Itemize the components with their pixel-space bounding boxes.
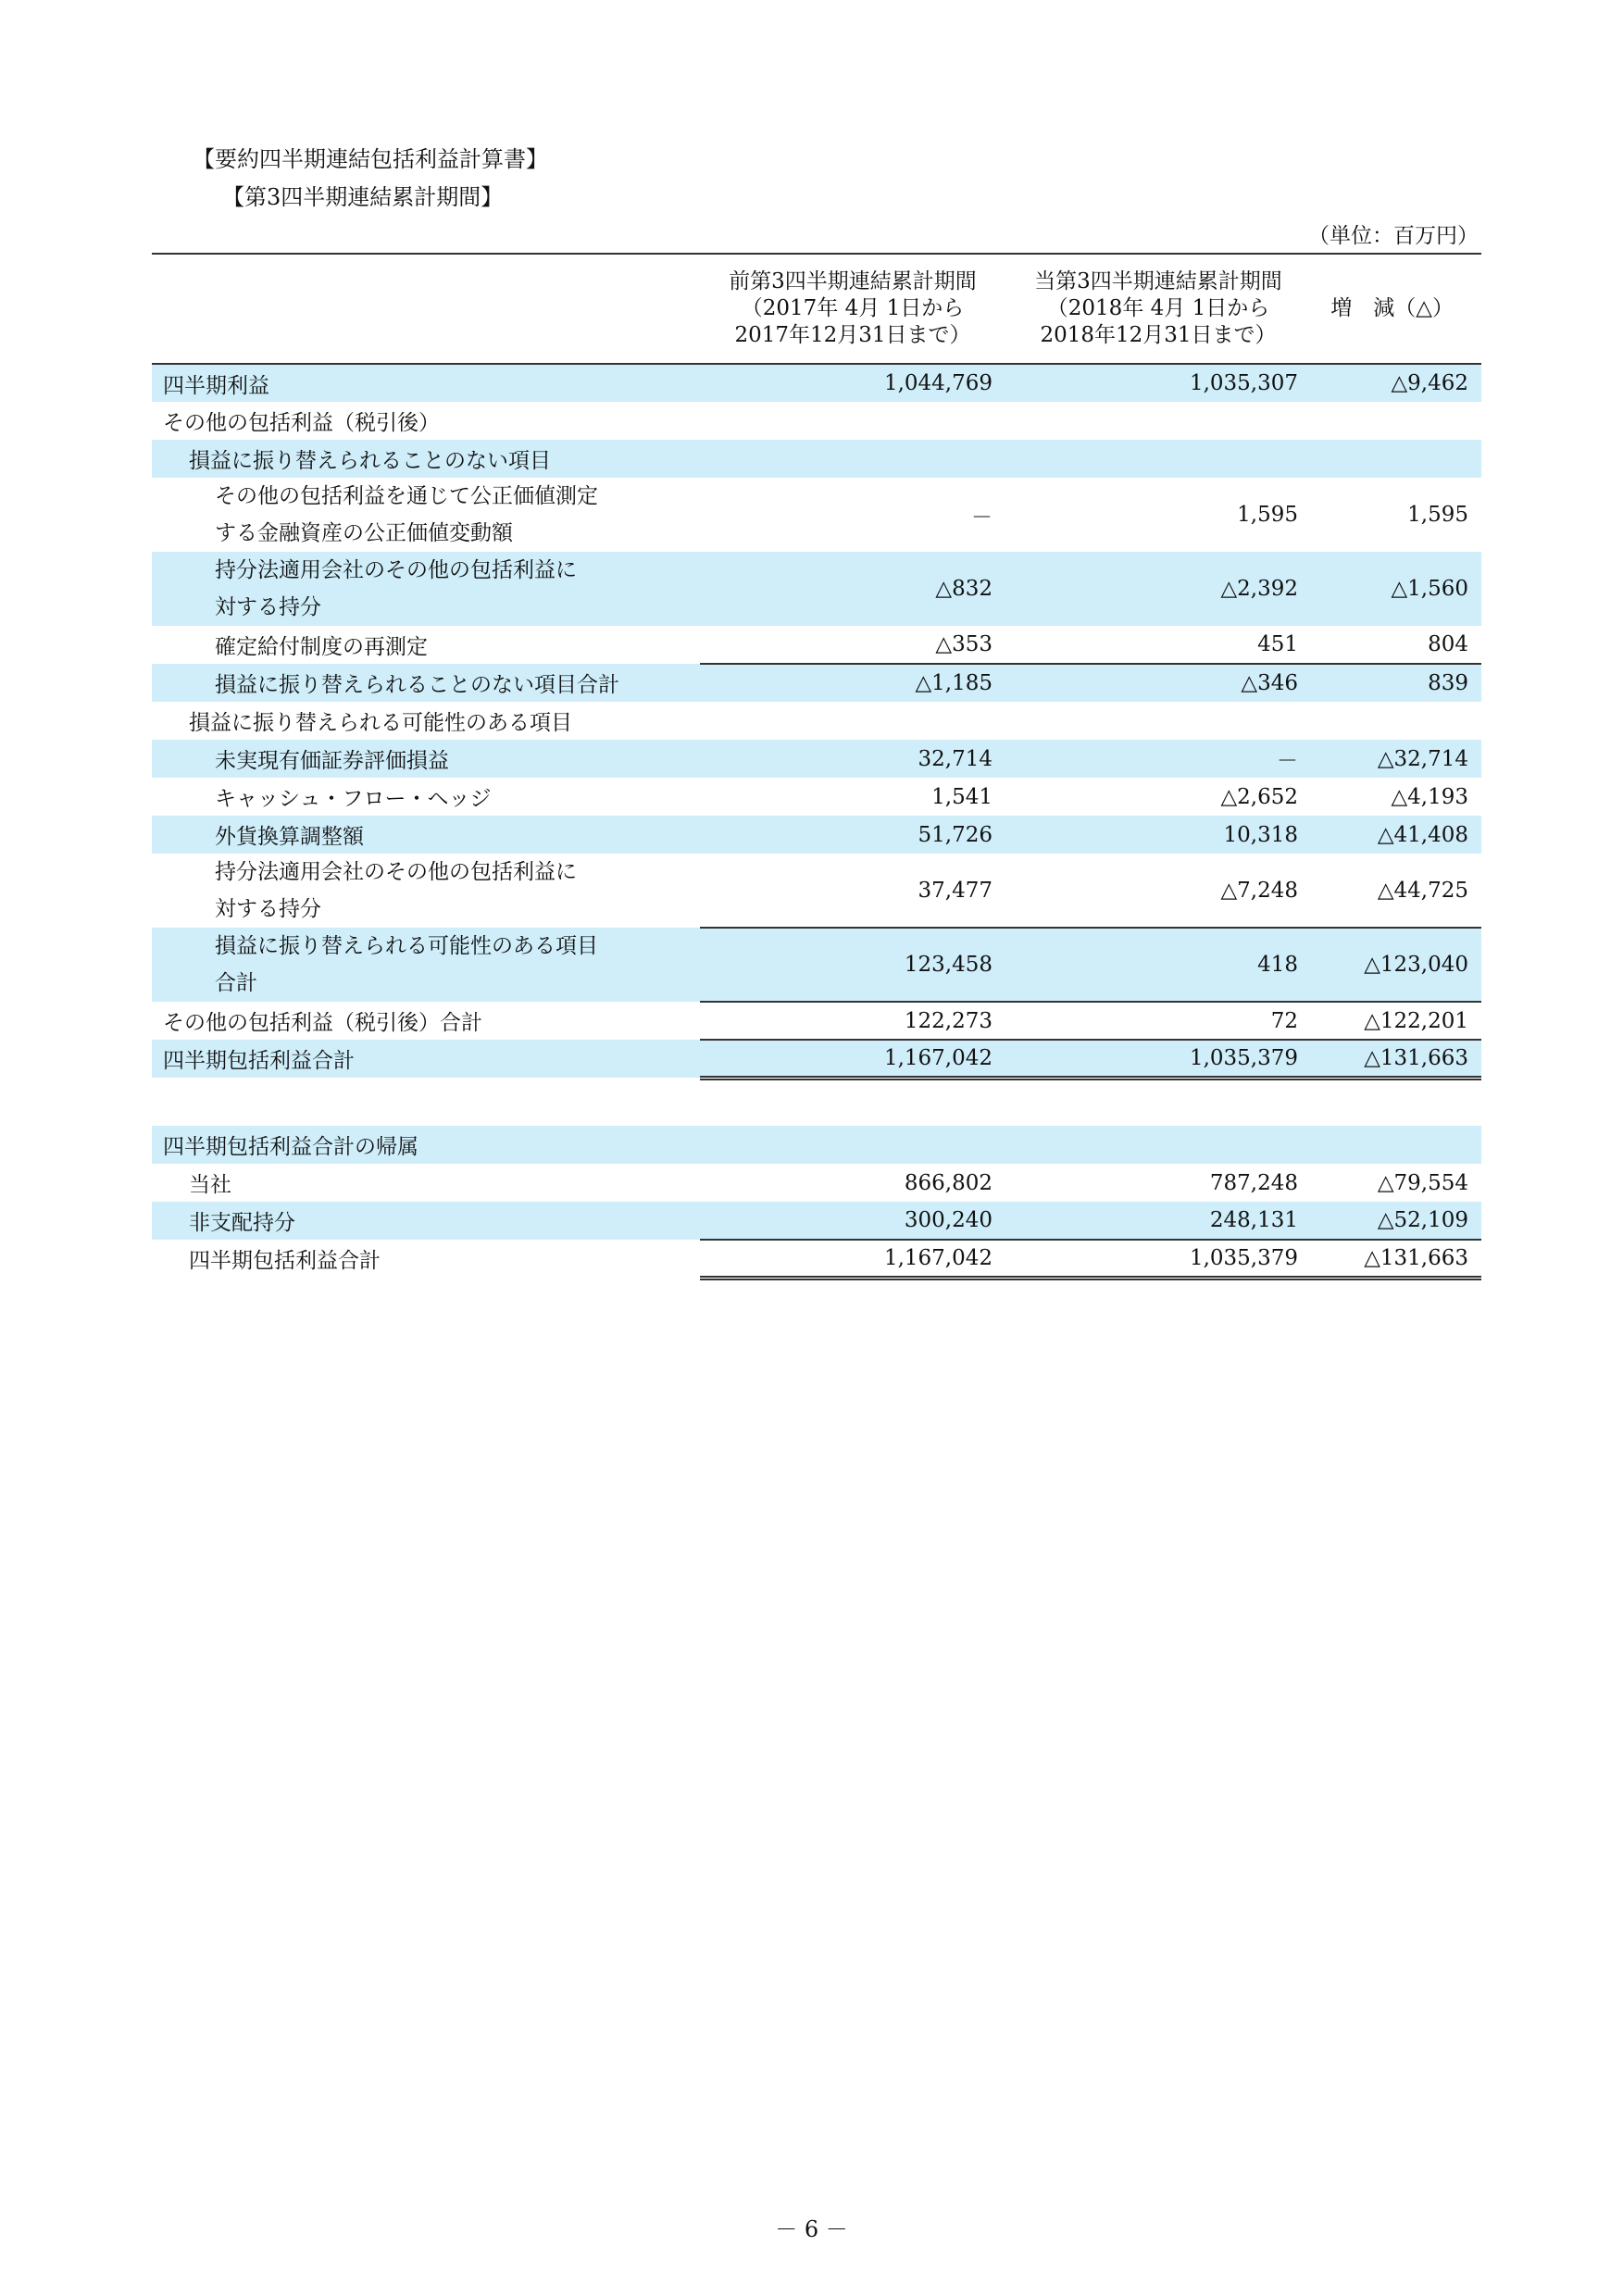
prior-value: 51,726 [700,816,1005,854]
current-value [1005,402,1311,440]
row-label: 当社 [189,1173,231,1197]
table-row [152,854,1481,928]
prior-value: 1,044,769 [700,364,1005,402]
header-current-line: 当第3四半期連結累計期間 [1034,269,1282,293]
row-label: その他の包括利益（税引後） [163,411,440,435]
table-row [152,816,1481,854]
row-label [152,478,700,552]
subtotal-row [152,664,1481,702]
row-label: 四半期包括利益合計 [189,1249,381,1273]
period-subtitle: 【第3四半期連結累計期間】 [222,184,504,210]
prior-value: 123,458 [700,928,1005,1002]
current-value [1005,1126,1311,1164]
row-label: 四半期包括利益合計の帰属 [152,1126,700,1164]
change-value: 839 [1311,664,1481,702]
row-label-line: その他の包括利益を通じて公正価値測定 [215,484,598,508]
row-label: 四半期包括利益合計 [152,1040,700,1078]
change-value: △44,725 [1377,878,1468,903]
current-value: 787,248 [1209,1170,1298,1195]
change-value: △79,554 [1377,1170,1468,1195]
header-current-period [1005,254,1311,364]
header-prior-line: 2017年12月31日まで） [734,323,971,347]
current-value [1005,702,1311,740]
header-prior-line: （2017年 4月 1日から [741,296,965,320]
table-row [152,702,1481,740]
change-value: △123,040 [1311,928,1481,1002]
current-value: 10,318 [1005,816,1311,854]
table-row [152,402,1481,440]
row-label: 確定給付制度の再測定 [215,635,428,659]
row-label: 外貨換算調整額 [152,816,700,854]
header-prior-period [700,254,1005,364]
current-value: 248,131 [1005,1202,1311,1240]
current-value: 1,035,379 [1005,1240,1311,1278]
prior-value [700,1126,1005,1164]
header-prior-line: 前第3四半期連結累計期間 [729,269,977,293]
total-row [152,1240,1481,1278]
change-value: △32,714 [1311,740,1481,778]
table-row [152,1164,1481,1202]
header-label-column [152,254,700,364]
change-value: △131,663 [1311,1040,1481,1078]
table-row [152,364,1481,402]
change-value: △41,408 [1311,816,1481,854]
subtotal-row [152,1002,1481,1040]
change-value [1311,402,1481,440]
table-row [152,552,1481,626]
comprehensive-income-table [152,253,1481,1080]
prior-value: 1,167,042 [700,1040,1005,1078]
current-value: △7,248 [1220,878,1298,903]
prior-value: 32,714 [700,740,1005,778]
prior-value [700,702,1005,740]
table-row [152,740,1481,778]
statement-title: 【要約四半期連結包括利益計算書】 [193,146,548,172]
row-label: 損益に振り替えられることのない項目合計 [152,664,700,702]
table-row [152,626,1481,664]
current-value: 72 [1005,1002,1311,1040]
attribution-table [152,1126,1481,1280]
current-value: 418 [1005,928,1311,1002]
row-label-line: 損益に振り替えられる可能性のある項目 [215,934,598,958]
table-row [152,478,1481,552]
row-label: 四半期利益 [152,364,700,402]
prior-value: 1,541 [931,784,993,809]
page-number: － 6 － [775,2216,848,2242]
prior-value: 866,802 [904,1170,993,1195]
table-row [152,440,1481,478]
table-header-row [152,254,1481,364]
prior-value: 122,273 [700,1002,1005,1040]
current-value: 1,595 [1237,503,1298,527]
change-value: △122,201 [1311,1002,1481,1040]
current-value: △2,392 [1005,552,1311,626]
header-current-line: 2018年12月31日まで） [1040,323,1277,347]
prior-value: － [971,505,993,530]
prior-value: 37,477 [918,878,993,903]
row-label-line: 対する持分 [215,897,321,921]
row-label: その他の包括利益（税引後）合計 [163,1011,482,1035]
change-value: △131,663 [1311,1240,1481,1278]
current-value: 1,035,379 [1005,1040,1311,1078]
prior-value: 1,167,042 [700,1240,1005,1278]
current-value: 1,035,307 [1005,364,1311,402]
table-row [152,778,1481,816]
unit-note: （単位：百万円） [1308,224,1479,248]
current-value: － [1005,740,1311,778]
row-label-line: 合計 [215,971,257,995]
row-label: キャッシュ・フロー・ヘッジ [215,787,492,811]
row-label-line: 持分法適用会社のその他の包括利益に [215,860,577,884]
change-value [1311,1126,1481,1164]
change-value [1311,702,1481,740]
change-value: △1,560 [1311,552,1481,626]
table-row [152,1202,1481,1240]
row-label: 非支配持分 [152,1202,700,1240]
row-label-line: 持分法適用会社のその他の包括利益に [215,558,577,582]
header-current-line: （2018年 4月 1日から [1046,296,1270,320]
subtotal-row [152,928,1481,1002]
prior-value: △1,185 [700,664,1005,702]
current-value: 451 [1257,632,1298,656]
change-value: 1,595 [1407,503,1468,527]
change-value: △9,462 [1311,364,1481,402]
prior-value [700,440,1005,478]
change-value: 804 [1428,632,1468,656]
change-value: △4,193 [1391,784,1468,809]
row-label: 損益に振り替えられる可能性のある項目 [189,711,572,735]
row-label [152,552,700,626]
row-label-line: する金融資産の公正価値変動額 [215,521,513,545]
row-label: 損益に振り替えられることのない項目 [152,440,700,478]
current-value: △346 [1005,664,1311,702]
row-label [152,928,700,1002]
prior-value [700,402,1005,440]
change-value: △52,109 [1311,1202,1481,1240]
current-value [1005,440,1311,478]
total-row [152,1040,1481,1078]
change-value [1311,440,1481,478]
row-label [152,854,700,928]
header-change: 増 減（△） [1311,254,1481,364]
row-label-line: 対する持分 [215,595,321,619]
row-label: 未実現有価証券評価損益 [152,740,700,778]
table-row [152,1126,1481,1164]
prior-value: △353 [935,632,993,656]
current-value: △2,652 [1220,784,1298,809]
prior-value: △832 [700,552,1005,626]
prior-value: 300,240 [700,1202,1005,1240]
